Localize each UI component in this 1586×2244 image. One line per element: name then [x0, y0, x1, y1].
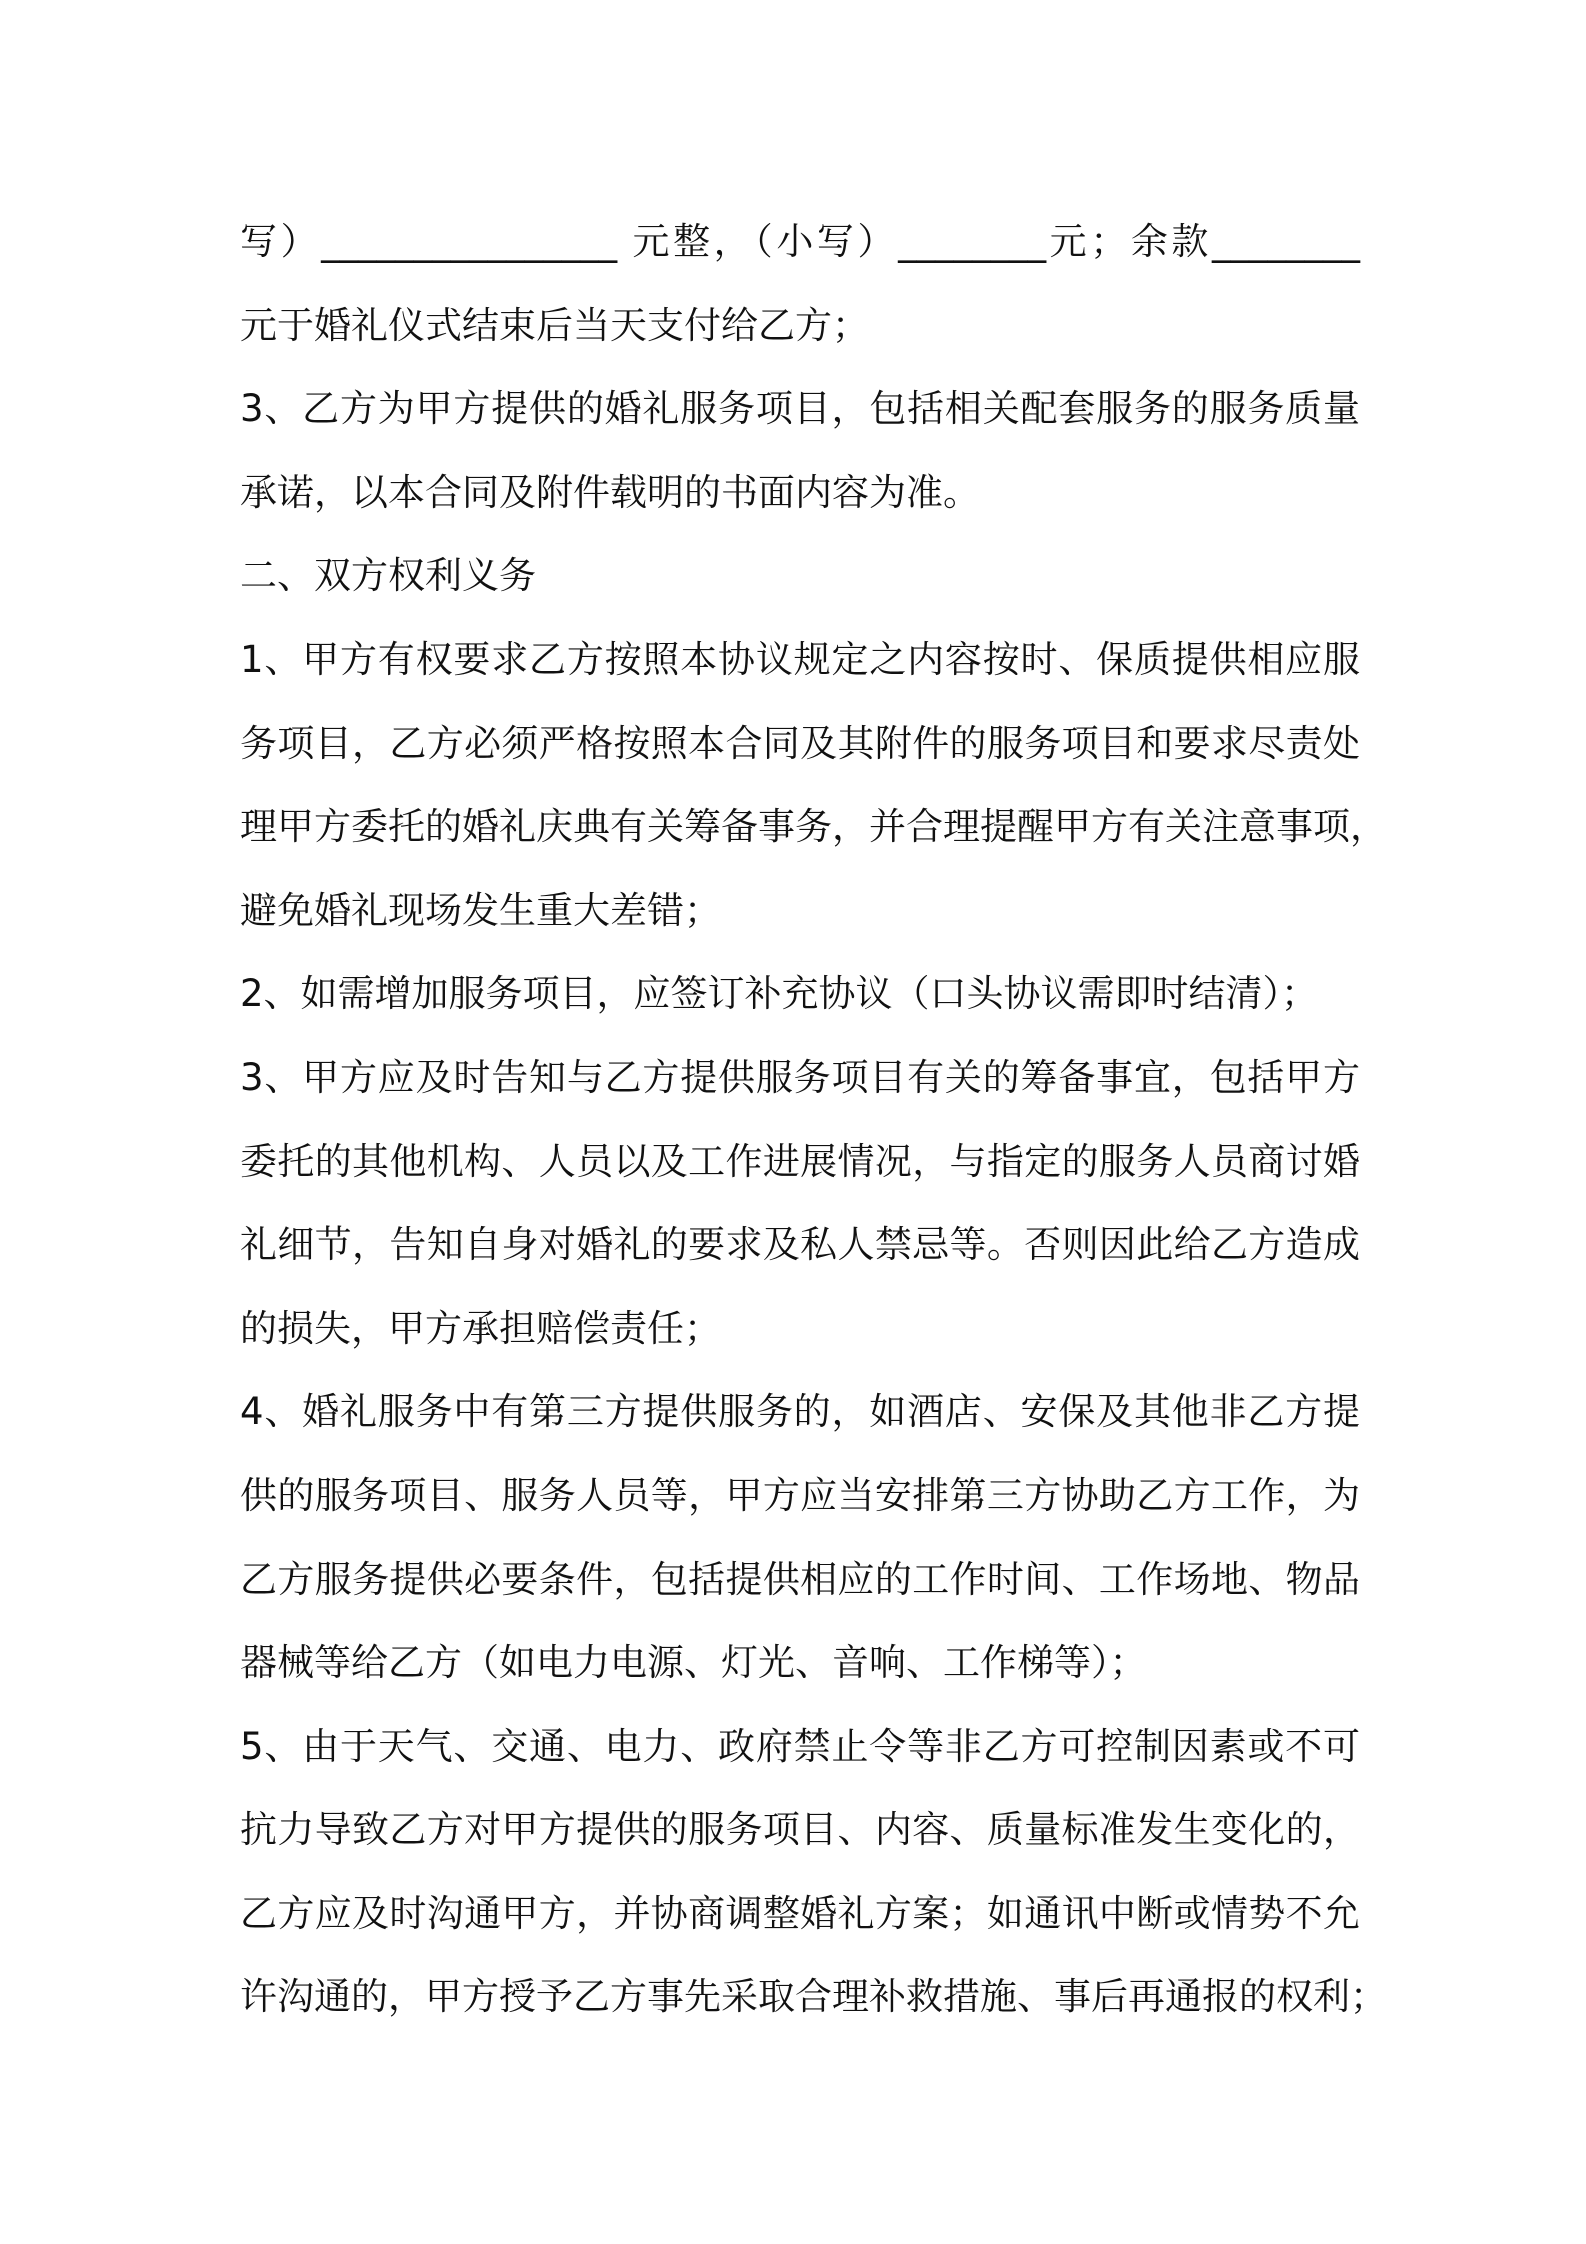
- text-line: 避免婚礼现场发生重大差错；: [240, 888, 721, 932]
- text-line: 5、由于天气、交通、电力、政府禁止令等非乙方可控制因素或不可: [240, 1724, 1360, 1768]
- text-line: 1、甲方有权要求乙方按照本协议规定之内容按时、保质提供相应服: [240, 637, 1360, 681]
- text-line: 理甲方委托的婚礼庆典有关筹备事务，并合理提醒甲方有关注意事项，: [240, 805, 1387, 849]
- text-line: 4、婚礼服务中有第三方提供服务的，如酒店、安保及其他非乙方提: [240, 1390, 1360, 1434]
- text-line: 写）________________ 元整，（小写）________元；余款________: [240, 220, 1360, 263]
- text-line: 2、如需增加服务项目，应签订补充协议（口头协议需即时结清）；: [240, 972, 1319, 1016]
- text-line: 供的服务项目、服务人员等，甲方应当安排第三方协助乙方工作，为: [240, 1473, 1360, 1517]
- text-line: 的损失，甲方承担赔偿责任；: [240, 1306, 721, 1350]
- text-line: 乙方应及时沟通甲方，并协商调整婚礼方案；如通讯中断或情势不允: [240, 1891, 1360, 1935]
- text-line: 礼细节，告知自身对婚礼的要求及私人禁忌等。否则因此给乙方造成: [240, 1223, 1360, 1267]
- text-line: 3、甲方应及时告知与乙方提供服务项目有关的筹备事宜，包括甲方: [240, 1055, 1360, 1099]
- text-line: 乙方服务提供必要条件，包括提供相应的工作时间、工作场地、物品: [240, 1557, 1360, 1601]
- text-line: 器械等给乙方（如电力电源、灯光、音响、工作梯等）；: [240, 1641, 1147, 1685]
- text-line: 二、双方权利义务: [240, 554, 536, 598]
- text-line: 许沟通的，甲方授予乙方事先采取合理补救措施、事后再通报的权利；: [240, 1975, 1387, 2019]
- text-line: 务项目，乙方必须严格按照本合同及其附件的服务项目和要求尽责处: [240, 721, 1360, 765]
- text-line: 元于婚礼仪式结束后当天支付给乙方；: [240, 303, 869, 347]
- text-line: 委托的其他机构、人员以及工作进展情况，与指定的服务人员商讨婚: [240, 1139, 1360, 1183]
- text-line: 承诺，以本合同及附件载明的书面内容为准。: [240, 470, 980, 514]
- contract-text-body: [240, 200, 1387, 2039]
- text-line: 3、乙方为甲方提供的婚礼服务项目，包括相关配套服务的服务质量: [240, 387, 1360, 431]
- text-line: 抗力导致乙方对甲方提供的服务项目、内容、质量标准发生变化的，: [240, 1808, 1360, 1852]
